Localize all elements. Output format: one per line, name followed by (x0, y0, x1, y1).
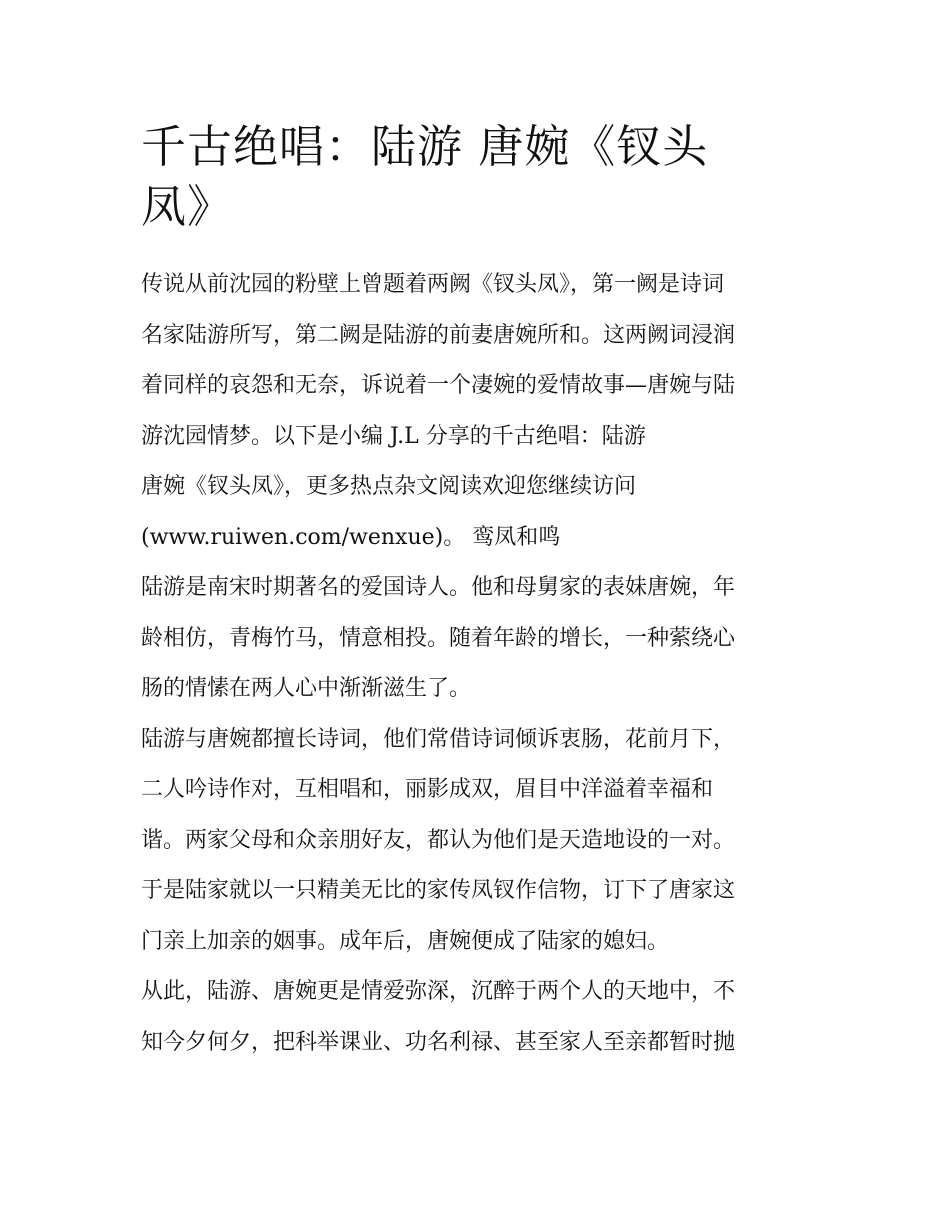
body-line: 唐婉《钗头凤》，更多热点杂文阅读欢迎您继续访问 (141, 474, 637, 499)
document-body (141, 260, 816, 1068)
body-line: 龄相仿，青梅竹马，情意相投。随着年龄的增长，一种萦绕心 (141, 625, 736, 651)
body-line: 传说从前沈园的粉壁上曾题着两阙《钗头凤》，第一阙是诗词 (141, 272, 725, 297)
document-title (141, 117, 781, 237)
body-line: 肠的情愫在两人心中渐渐滋生了。 (141, 676, 472, 701)
body-line: 陆游是南宋时期著名的爱国诗人。他和母舅家的表妹唐婉，年 (141, 575, 736, 600)
body-line: 陆游与唐婉都擅长诗词，他们常借诗词倾诉衷肠，花前月下， (141, 726, 736, 752)
body-line: 谐。两家父母和众亲朋好友，都认为他们是天造地设的一对。 (141, 827, 736, 853)
body-line: 门亲上加亲的姻事。成年后，唐婉便成了陆家的媳妇。 (141, 928, 670, 954)
document-content (141, 117, 816, 1068)
title-line-1: 千古绝唱：陆游 唐婉《钗头 (141, 120, 709, 173)
body-line: 名家陆游所写，第二阙是陆游的前妻唐婉所和。这两阙词浸润 (141, 322, 736, 348)
body-line: (www.ruiwen.com/wenxue)。 鸾凤和鸣 (141, 524, 561, 550)
title-line-2: 凤》 (141, 180, 234, 233)
body-line: 着同样的哀怨和无奈，诉说着一个凄婉的爱情故事—唐婉与陆 (141, 373, 736, 398)
body-line: 从此，陆游、唐婉更是情爱弥深，沉醉于两个人的天地中，不 (141, 979, 736, 1004)
body-line: 知今夕何夕，把科举课业、功名利禄、甚至家人至亲都暂时抛 (141, 1029, 736, 1055)
body-line: 游沈园情梦。以下是小编 J.L 分享的千古绝唱：陆游 (141, 423, 646, 449)
body-line: 于是陆家就以一只精美无比的家传凤钗作信物，订下了唐家这 (141, 878, 736, 903)
body-line: 二人吟诗作对，互相唱和，丽影成双，眉目中洋溢着幸福和 (141, 777, 714, 802)
